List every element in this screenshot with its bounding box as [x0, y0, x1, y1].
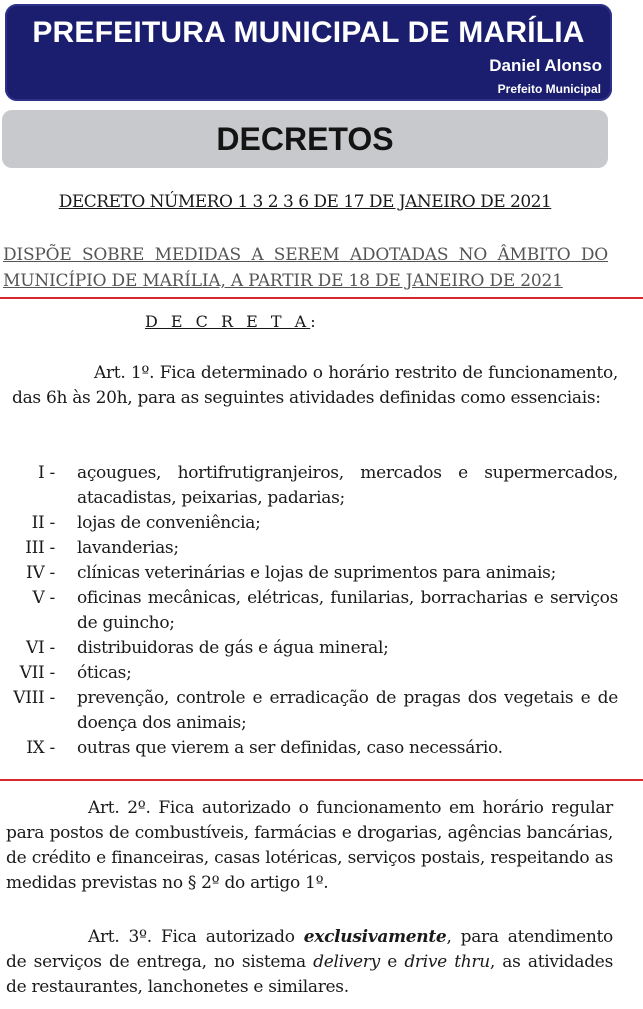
list-item — [0, 736, 643, 761]
article-2-text: . Fica autorizado o funcionamento em horário regular para postos de combustíveis, farmácias e drogarias, agências bancárias, de crédito e financeiras, casas lotéricas, serviços postais, respeitando as medidas previstas no § 2º do artigo 1º. — [6, 798, 613, 893]
article-3-text-1: . Fica autorizado — [146, 927, 304, 947]
mayor-name: Daniel Alonso — [489, 56, 602, 75]
incisos-list — [0, 461, 643, 761]
article-1-text: . Fica determinado o horário restrito de funcionamento, das 6h às 20h, para as seguintes atividades definidas como essenciais: — [12, 363, 618, 408]
list-item — [0, 561, 643, 586]
inciso-number: IX - — [26, 738, 55, 758]
section-title: DECRETOS — [216, 121, 394, 157]
article-3-label: Art. 3º — [88, 927, 147, 947]
inciso-text: distribuidoras de gás e água mineral; — [77, 638, 389, 658]
inciso-number: VII - — [19, 663, 55, 683]
article-3-text-2: , para atendimento de serviços de entrega, no sistema — [6, 927, 613, 972]
header-banner — [5, 4, 612, 101]
inciso-text: prevenção, controle e erradicação de pragas dos vegetais e de doença dos animais; — [77, 688, 618, 733]
inciso-number: V - — [32, 588, 55, 608]
decreta-colon: : — [310, 312, 320, 331]
article-1 — [12, 361, 618, 411]
section-banner — [2, 110, 608, 168]
inciso-number: II - — [31, 513, 55, 533]
article-2-label: Art. 2º — [88, 798, 146, 818]
article-3-text-3: e — [379, 952, 405, 972]
mayor-role: Prefeito Municipal — [497, 82, 601, 96]
inciso-number: IV - — [26, 563, 55, 583]
inciso-number: VIII - — [13, 688, 55, 708]
list-item — [0, 636, 643, 661]
article-1-label: Art. 1º — [94, 363, 150, 383]
decreta-heading — [145, 312, 320, 331]
inciso-text: clínicas veterinárias e lojas de suprimentos para animais; — [77, 563, 557, 583]
divider — [0, 297, 643, 299]
list-item — [0, 686, 643, 736]
article-3-text-4: , as atividades de restaurantes, lanchonetes e similares. — [6, 952, 613, 997]
inciso-number: VI - — [26, 638, 55, 658]
inciso-number: III - — [25, 538, 55, 558]
article-3-exclusive: exclusivamente — [303, 927, 447, 947]
decree-title: DECRETO NÚMERO 1 3 2 3 6 DE 17 DE JANEIRO DE 2021 — [58, 192, 552, 212]
list-item — [0, 661, 643, 686]
decreta-word: D E C R E T A — [145, 312, 311, 331]
inciso-text: outras que vierem a ser definidas, caso necessário. — [77, 738, 503, 758]
list-item — [0, 586, 643, 636]
decree-ementa: DISPÕE SOBRE MEDIDAS A SEREM ADOTADAS NO ÂMBITO DO MUNICÍPIO DE MARÍLIA, A PARTIR DE 18 DE JANEIRO DE 2021 — [3, 245, 608, 291]
list-item — [0, 511, 643, 536]
article-2 — [6, 796, 613, 896]
divider — [0, 779, 643, 781]
inciso-text: lavanderias; — [77, 538, 179, 558]
inciso-text: lojas de conveniência; — [77, 513, 261, 533]
article-3-delivery: delivery — [313, 952, 380, 972]
inciso-text: oficinas mecânicas, elétricas, funilarias, borracharias e serviços de guincho; — [77, 588, 618, 633]
header-title: PREFEITURA MUNICIPAL DE MARÍLIA — [32, 16, 585, 49]
article-3 — [6, 925, 613, 1000]
article-3-drive: drive thru — [404, 952, 490, 972]
list-item — [0, 536, 643, 561]
inciso-text: açougues, hortifrutigranjeiros, mercados e supermercados, atacadistas, peixarias, padarias; — [77, 463, 618, 508]
list-item — [0, 461, 643, 511]
inciso-number: I - — [38, 463, 55, 483]
inciso-text: óticas; — [77, 663, 132, 683]
